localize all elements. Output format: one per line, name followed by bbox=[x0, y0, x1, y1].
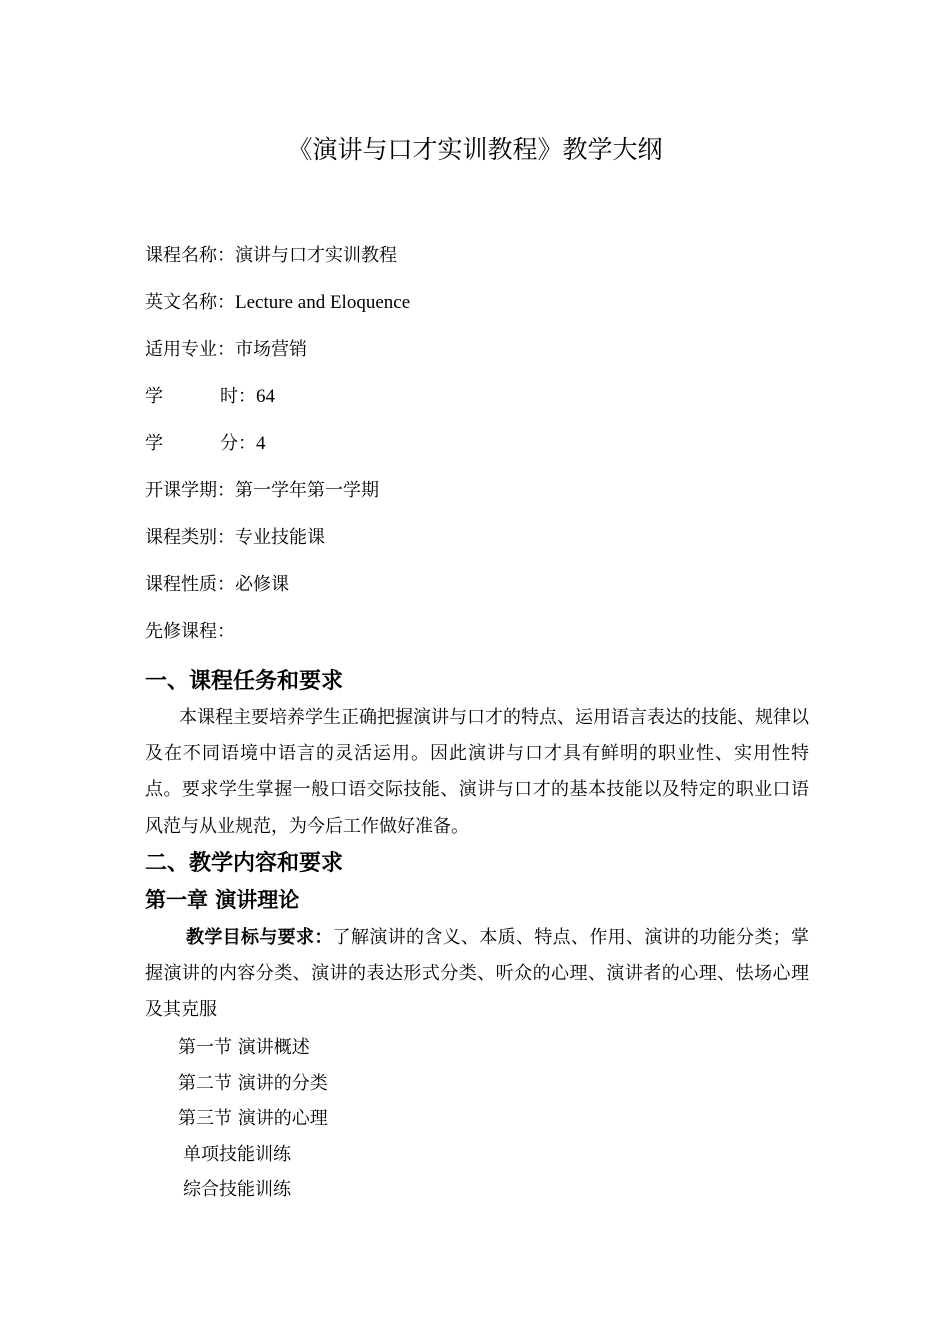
info-row-hours bbox=[145, 378, 825, 425]
info-row-nature bbox=[145, 566, 825, 613]
objective-text: 了解演讲的含义、本质、特点、作用、演讲的功能分类；掌握演讲的内容分类、演讲的表达形式分类、听众的心理、演讲者的心理、怯场心理及其克服 bbox=[145, 927, 810, 1021]
chapter-sections bbox=[178, 1030, 328, 1208]
section-item: 第一节 演讲概述 bbox=[178, 1037, 310, 1058]
section-item: 第二节 演讲的分类 bbox=[178, 1072, 328, 1094]
info-row-english-name bbox=[145, 284, 825, 331]
info-value: Lecture and Eloquence bbox=[235, 292, 411, 313]
chapter-heading: 第一章 演讲理论 bbox=[145, 888, 300, 912]
info-label: 课程性质： bbox=[145, 574, 235, 595]
info-label: 先修课程： bbox=[145, 621, 235, 642]
training-item: 单项技能训练 bbox=[183, 1143, 291, 1165]
section-heading-content: 二、教学内容和要求 bbox=[145, 851, 344, 876]
info-label: 课程名称： bbox=[145, 245, 235, 266]
objective-label: 教学目标与要求： bbox=[186, 927, 333, 948]
info-label-first: 学 bbox=[145, 386, 163, 407]
info-row-course-name bbox=[145, 237, 825, 284]
info-value: 4 bbox=[256, 433, 266, 454]
info-value: 第一学年第一学期 bbox=[235, 480, 379, 501]
info-label: 英文名称： bbox=[145, 292, 235, 313]
info-row-credits bbox=[145, 425, 825, 472]
info-value: 市场营销 bbox=[235, 339, 307, 360]
section-item: 第三节 演讲的心理 bbox=[178, 1108, 328, 1129]
chapter-objective bbox=[145, 920, 809, 1029]
tasks-paragraph: 本课程主要培养学生正确把握演讲与口才的特点、运用语言表达的技能、规律以及在不同语境中语言的灵活运用。因此演讲与口才具有鲜明的职业性、实用性特点。要求学生掌握一般口语交际技能、演讲与口才的基本技能以及特定的职业口语风范与从业规范，为今后工作做好准备。 bbox=[145, 707, 809, 837]
info-row-semester bbox=[145, 472, 825, 519]
course-info bbox=[145, 237, 825, 660]
info-label: 适用专业： bbox=[145, 339, 235, 360]
info-row-category bbox=[145, 519, 825, 566]
training-item: 综合技能训练 bbox=[183, 1179, 291, 1200]
info-value: 演讲与口才实训教程 bbox=[235, 245, 397, 266]
info-label-last: 时： bbox=[220, 386, 256, 407]
info-row-major bbox=[145, 331, 825, 378]
info-label-first: 学 bbox=[145, 433, 163, 454]
info-label-last: 分： bbox=[220, 433, 256, 454]
section-heading-tasks: 一、课程任务和要求 bbox=[145, 669, 344, 694]
info-value: 专业技能课 bbox=[235, 527, 325, 548]
info-label: 课程类别： bbox=[145, 527, 235, 548]
info-row-prerequisite bbox=[145, 613, 825, 660]
document-title: 《演讲与口才实训教程》教学大纲 bbox=[287, 135, 663, 164]
info-label: 开课学期： bbox=[145, 480, 235, 501]
info-value: 64 bbox=[256, 386, 275, 407]
info-value: 必修课 bbox=[235, 574, 289, 595]
